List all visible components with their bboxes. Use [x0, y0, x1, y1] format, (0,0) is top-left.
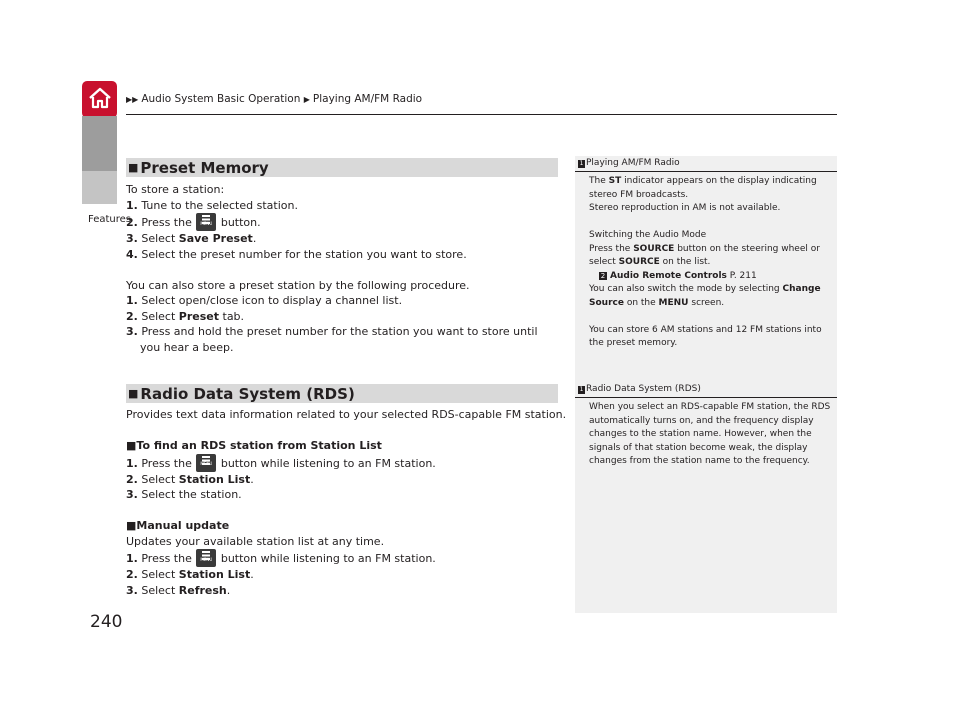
home-icon	[87, 86, 113, 114]
step: 1. Tune to the selected station.	[126, 198, 298, 212]
chapter-tab-secondary	[82, 171, 117, 204]
step: 1. Press the MENU button while listening to an FM station.	[126, 549, 561, 567]
header-rule	[126, 114, 837, 115]
rds-body	[126, 407, 567, 598]
step: 2. Press the MENU button.	[126, 213, 561, 231]
menu-button-icon	[196, 213, 216, 231]
step: 2. Select Station List.	[126, 568, 254, 581]
note-playing-am-fm	[575, 157, 837, 351]
step: 1. Select open/close icon to display a channel list.	[126, 294, 403, 307]
breadcrumb-item[interactable]: Playing AM/FM Radio	[312, 93, 423, 105]
note-title: 1 Playing AM/FM Radio	[575, 157, 837, 172]
section-heading-rds: ■ Radio Data System (RDS)	[126, 384, 558, 403]
step: 3. Select the station.	[126, 488, 242, 501]
section-heading-preset-memory: ■ Preset Memory	[126, 158, 558, 177]
note-rds	[575, 383, 837, 469]
square-bullet-icon: ■	[126, 439, 137, 452]
breadcrumb	[126, 93, 422, 105]
note-icon: 1	[579, 386, 584, 393]
note-body: When you select an RDS-capable FM station, the RDS automatically turns on, and the frequency display changes to the station name. However, when the signals of that station become weak, the display changes from the station name to the frequency.	[589, 402, 831, 466]
intro-text: Updates your available station list at any time.	[126, 534, 385, 548]
alt-intro-text: You can also store a preset station by the following procedure.	[126, 278, 470, 292]
subheading: ■Manual update	[126, 519, 230, 532]
step: 4. Select the preset number for the station you want to store.	[126, 247, 467, 261]
square-bullet-icon: ■	[128, 387, 139, 400]
breadcrumb-arrow-icon: ▶	[303, 95, 310, 104]
chapter-label: Features	[88, 214, 131, 225]
reference-icon: 2	[600, 271, 606, 280]
step: 1. Press the MENU button while listening to an FM station.	[126, 454, 561, 472]
home-button[interactable]	[82, 81, 117, 118]
step: 3. Press and hold the preset number for the station you want to store until you hear a beep.	[126, 325, 538, 354]
cross-reference-link[interactable]: 2 Audio Remote Controls P. 211	[600, 270, 757, 281]
intro-text: To store a station:	[126, 183, 225, 196]
breadcrumb-arrow-icon: ▶▶	[126, 95, 139, 104]
subheading: ■To find an RDS station from Station List	[126, 439, 382, 452]
breadcrumb-item[interactable]: Audio System Basic Operation	[141, 93, 301, 105]
note-title: 1 Radio Data System (RDS)	[575, 383, 837, 398]
square-bullet-icon: ■	[126, 519, 137, 532]
step: 2. Select Preset tab.	[126, 309, 245, 323]
square-bullet-icon: ■	[128, 161, 139, 174]
preset-memory-body	[126, 182, 561, 355]
step: 3. Select Refresh.	[126, 583, 231, 597]
note-icon: 1	[579, 160, 584, 167]
page-number: 240	[90, 612, 123, 632]
intro-text: Provides text data information related to your selected RDS-capable FM station.	[126, 408, 567, 421]
menu-button-icon	[196, 454, 216, 472]
menu-button-icon	[196, 549, 216, 567]
step: 3. Select Save Preset.	[126, 232, 257, 245]
note-body: The ST indicator appears on the display indicating stereo FM broadcasts. Stereo reproduction in AM is not available. Switching the Audio Mode Press the SOURCE button on the steering wheel or select SOURCE on the list. 2 Audio Remote Controls P. 211 You can also switch the mode by selecting Change Source on the MENU screen. You can store 6 AM stations and 12 FM stations into the preset memory.	[575, 172, 837, 351]
chapter-tab	[82, 116, 117, 171]
step: 2. Select Station List.	[126, 472, 254, 486]
